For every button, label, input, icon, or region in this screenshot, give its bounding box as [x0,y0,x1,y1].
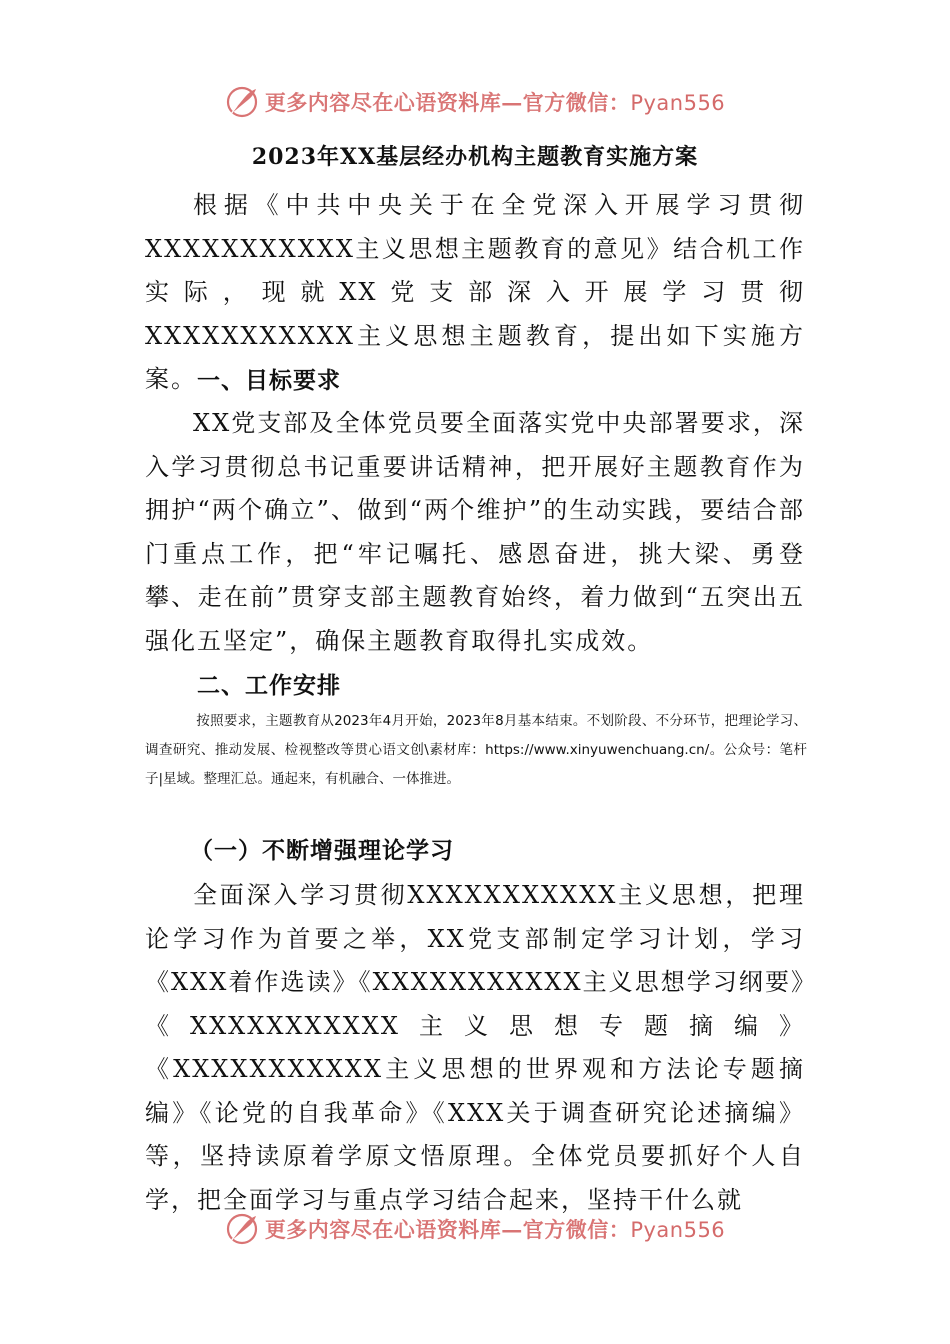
footer-banner [0,1209,950,1249]
subsection1-paragraph: 全面深入学习贯彻XXXXXXXXXXX主义思想，把理论学习作为首要之举，XX党支部制定学习计划，学习《XXX着作选读》《XXXXXXXXXXX主义思想学习纲要》《XXXXXXXXXXX主义思想专题摘编》《XXXXXXXXXXX主义思想的世界观和方法论专题摘编》《论党的自我革命》《XXX关于调查研究论述摘编》等，坚持读原着学原文悟原理。全体党员要抓好个人自学，把全面学习与重点学习结合起来，坚持干什么就 [145,881,805,1214]
section2-heading: 二、工作安排 [197,673,341,699]
section2-paragraph: 按照要求，主题教育从2023年4月开始，2023年8月基本结束。不划阶段、不分环节，把理论学习、调查研究、推动发展、检视整改等贯心语文创\素材库：https://www.xinyuwenchuang.cn/。公众号：笔杆子|星域。整理汇总。通起来，有机融合、一体推进。 [145,713,807,787]
banner-label: 更多内容尽在心语资料库—官方微信： [264,1217,631,1242]
banner-wechat-id: Pyan556 [630,91,726,115]
banner-text [265,1214,725,1244]
quill-logo-icon [225,85,259,119]
header-banner [0,82,950,122]
banner-wechat-id: Pyan556 [630,1218,726,1242]
subsection1-heading: （一）不断增强理论学习 [190,838,454,864]
banner-text [265,87,725,117]
section1-paragraph: XX党支部及全体党员要全面落实党中央部署要求，深入学习贯彻总书记重要讲话精神，把开展好主题教育作为拥护“两个确立”、做到“两个维护”的生动实践，要结合部门重点工作，把“牢记嘱托、感恩奋进，挑大梁、勇登攀、走在前”贯穿支部主题教育始终，着力做到“五突出五强化五坚定”，确保主题教育取得扎实成效。 [145,409,805,655]
document-title: 2023年XX基层经办机构主题教育实施方案 [251,144,699,170]
quill-logo-icon [225,1212,259,1246]
section1-heading: 一、目标要求 [197,368,341,394]
intro-paragraph: 根据《中共中央关于在全党深入开展学习贯彻XXXXXXXXXXX主义思想主题教育的意见》结合机工作实际，现就XX党支部深入开展学习贯彻XXXXXXXXXXX主义思想主题教育，提出如下实施方案。 [145,191,805,393]
banner-label: 更多内容尽在心语资料库—官方微信： [264,90,631,115]
